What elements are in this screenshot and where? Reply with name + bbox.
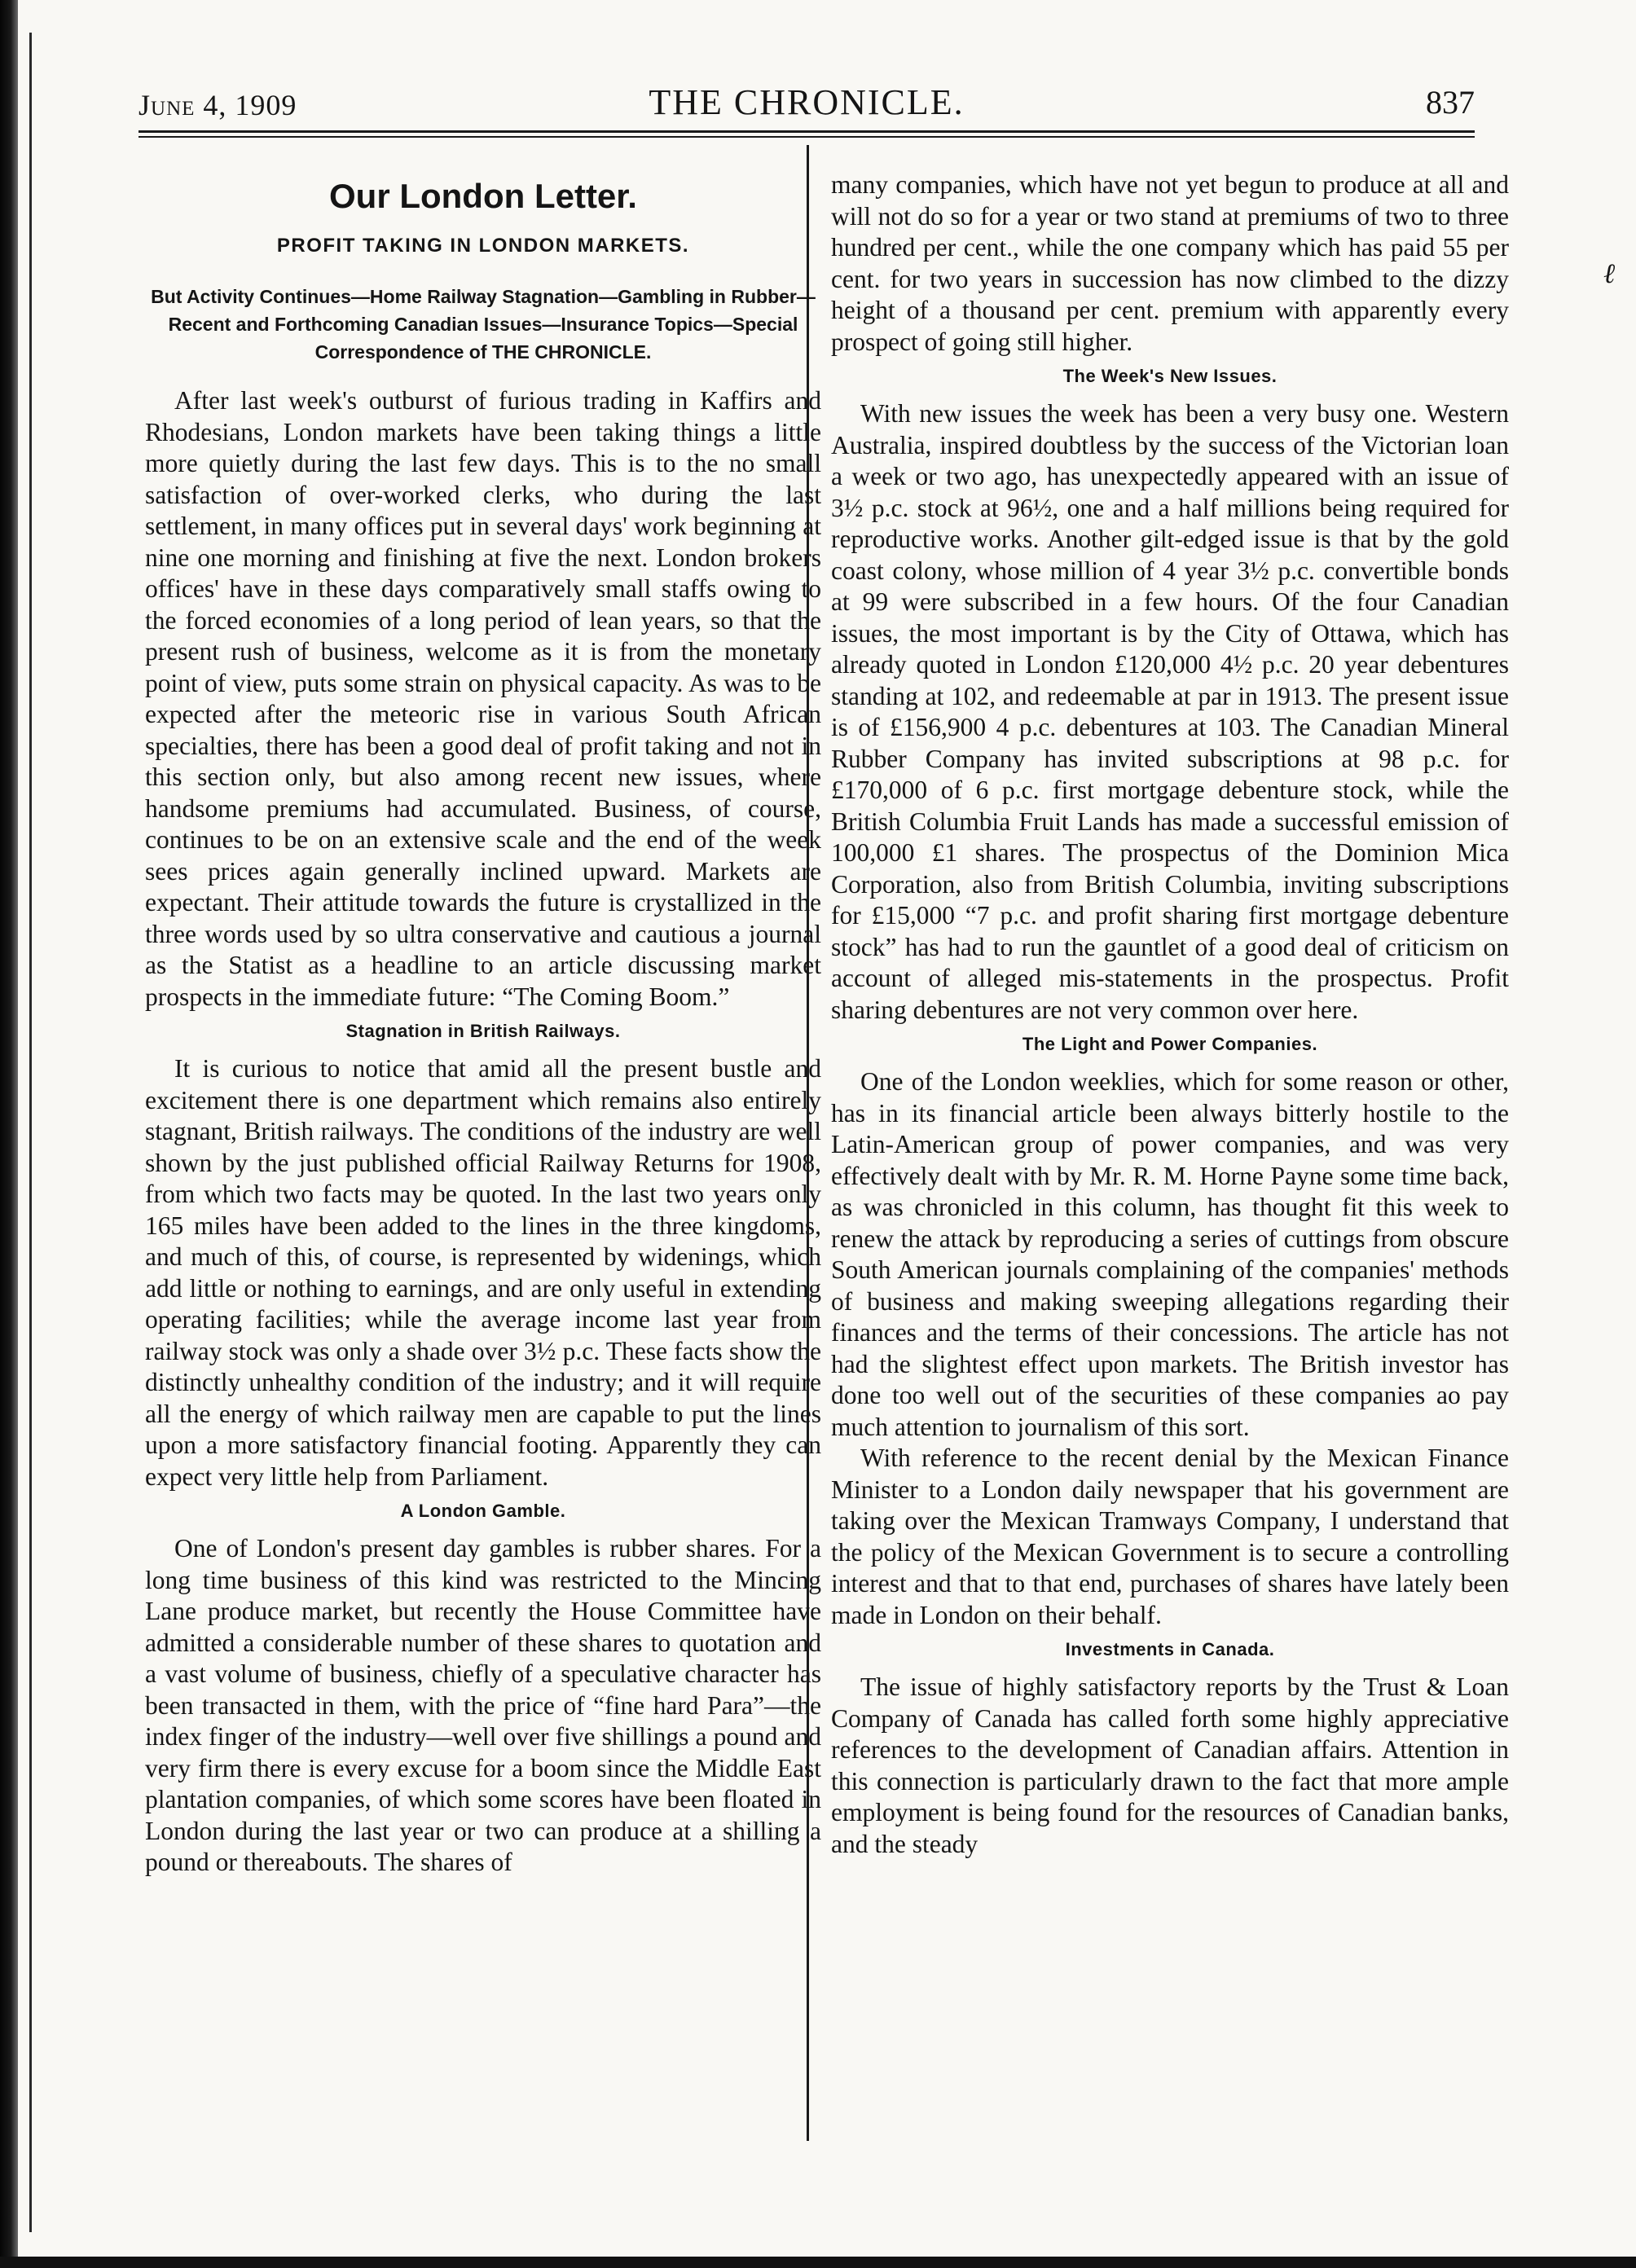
- paragraph: One of London's present day gambles is rubber shares. For a long time business of this kind was restricted to the Mincing Lane produce market, but recently the House Committee have admitted a considerable number of these shares to quotation and a vast volume of business, chiefly of a speculative character has been transacted in them, with the price of “fine hard Para”—the index finger of the industry—well over five shillings a pound and very firm there is every excuse for a boom since the Middle East plantation companies, of which some scores have been floated in London during the last year or two can produce at a shilling a pound or thereabouts. The shares of: [145, 1534, 821, 1876]
- header-rule: [139, 130, 1475, 133]
- paragraph: With reference to the recent denial by the Mexican Finance Minister to a London daily newspaper that his government are taking over the Mexican Tramways Company, I understand that the policy of the Mexican Government is to secure a controlling interest and that to that end, purchases of shares have lately been made in London on their behalf.: [831, 1444, 1509, 1629]
- page-edge-line: [29, 33, 32, 2232]
- paragraph: It is curious to notice that amid all the present bustle and excitement there is one department which remains also entirely stagnant, British railways. The conditions of the industry are well shown by the just published official Railway Returns for 1908, from which two facts may be quoted. In the last two years only 165 miles have been added to the lines in the three kingdoms, and much of this, of course, is represented by widenings, which add little or nothing to earnings, and are only useful in extending operating facilities; while the average income last year from railway stock was only a shade over 3½ p.c. These facts show the distinctly unhealthy condition of the industry; and it will require all the energy of which railway men are capable to put the lines upon a more satisfactory financial footing. Apparently they can expect very little help from Parliament.: [145, 1054, 821, 1491]
- paragraph: With new issues the week has been a very busy one. Western Australia, inspired doubtless by the success of the Victorian loan a week or two ago, has unexpectedly appeared with an issue of 3½ p.c. stock at 96½, one and a half millions being required for reproductive works. Another gilt-edged issue is that by the gold coast colony, whose million of 4 year 3½ p.c. convertible bonds at 99 were subscribed in a few hours. Of the four Canadian issues, the most important is by the City of Ottawa, which has already quoted in London £120,000 4½ p.c. 20 year debentures standing at 102, and redeemable at par in 1913. The present issue is of £156,900 4 p.c. debentures at 103. The Canadian Mineral Rubber Company has invited subscriptions at 98 p.c. for £170,000 of 6 p.c. first mortgage debenture stock, while the British Columbia Fruit Lands has made a successful emission of 100,000 £1 shares. The prospectus of the Dominion Mica Corporation, also from British Columbia, inviting subscriptions for £15,000 “7 p.c. and profit sharing first mortgage debenture stock” has had to run the gauntlet of a good deal of criticism on account of alleged mis-statements in the prospectus. Profit sharing debentures are not very common over here.: [831, 399, 1509, 1024]
- paragraph-continued: many companies, which have not yet begun to produce at all and will not do so for a year or two stand at premiums of two to three hundred per cent., while the one company which has paid 55 per cent. for two years in succession has now climbed to the dizzy height of a thousand per cent. premium with apparently every prospect of going still higher.: [831, 170, 1509, 356]
- section-heading-new-issues: The Week's New Issues.: [1062, 366, 1278, 386]
- article-title: Our London Letter.: [329, 177, 637, 215]
- right-column: [831, 169, 1509, 1860]
- paragraph: The issue of highly satisfactory reports by the Trust & Loan Company of Canada has called forth some highly appreciative references to the development of Canadian affairs. Attention in this connection is particularly drawn to the fact that more ample employment is being found for the resources of Canadian banks, and the steady: [831, 1672, 1509, 1858]
- section-heading-light-power: The Light and Power Companies.: [1022, 1034, 1318, 1054]
- section-heading-investments: Investments in Canada.: [1065, 1639, 1275, 1659]
- left-column: [145, 171, 821, 1879]
- issue-date: June 4, 1909: [139, 89, 297, 121]
- article-subtitle: PROFIT TAKING IN LONDON MARKETS.: [276, 234, 690, 257]
- article-deck: But Activity Continues—Home Railway Stagnation—Gambling in Rubber—Recent and Forthcoming Canadian Issues—Insurance Topics—Special Correspondence of THE CHRONICLE.: [151, 286, 816, 363]
- page-number: 837: [1426, 84, 1475, 121]
- running-head: [139, 81, 1475, 130]
- page-binding-edge: [0, 0, 18, 2268]
- paragraph: After last week's outburst of furious trading in Kaffirs and Rhodesians, London markets have been taking things a little more quietly during the last few days. This is to the no small satisfaction of over-worked clerks, who during the last settlement, in many offices put in several days' work beginning at nine one morning and finishing at five the next. London brokers offices' have in these days comparatively small staffs owing to the forced economies of a long period of lean years, so that the present rush of business, welcome as it is from the monetary point of view, puts some strain on physical capacity. As was to be expected after the meteoric rise in various South African specialties, there has been a good deal of profit taking and not in this section only, but also among recent new issues, where handsome premiums had accumulated. Business, of course, continues to be on an extensive scale and the end of the week sees prices again generally inclined upward. Markets are expectant. Their attitude towards the future is crystallized in the three words used by so ultra conservative and cautious a journal as the Statist as a headline to an article discussing market prospects in the immediate future: “The Coming Boom.”: [145, 386, 821, 1011]
- paragraph: One of the London weeklies, which for some reason or other, has in its financial article been always bitterly hostile to the Latin-American group of power companies, and was very effectively dealt with by Mr. R. M. Horne Payne some time back, as was chronicled in this column, has thought fit this week to renew the attack by reproducing a series of cuttings from obscure South American journals complaining of the companies' methods of business and making sweeping allegations regarding their finances and the terms of their concessions. The article has not had the slightest effect upon markets. The British investor has done too well out of the securities of these companies ao pay much attention to journalism of this sort.: [831, 1067, 1509, 1441]
- section-heading-railways: Stagnation in British Railways.: [345, 1021, 621, 1041]
- header-rule-secondary: [139, 136, 1475, 138]
- publication-title: THE CHRONICLE.: [649, 82, 965, 122]
- margin-pencil-mark: ℓ: [1603, 259, 1616, 289]
- section-heading-gamble: A London Gamble.: [400, 1501, 566, 1521]
- page-bottom-edge: [0, 2257, 1636, 2268]
